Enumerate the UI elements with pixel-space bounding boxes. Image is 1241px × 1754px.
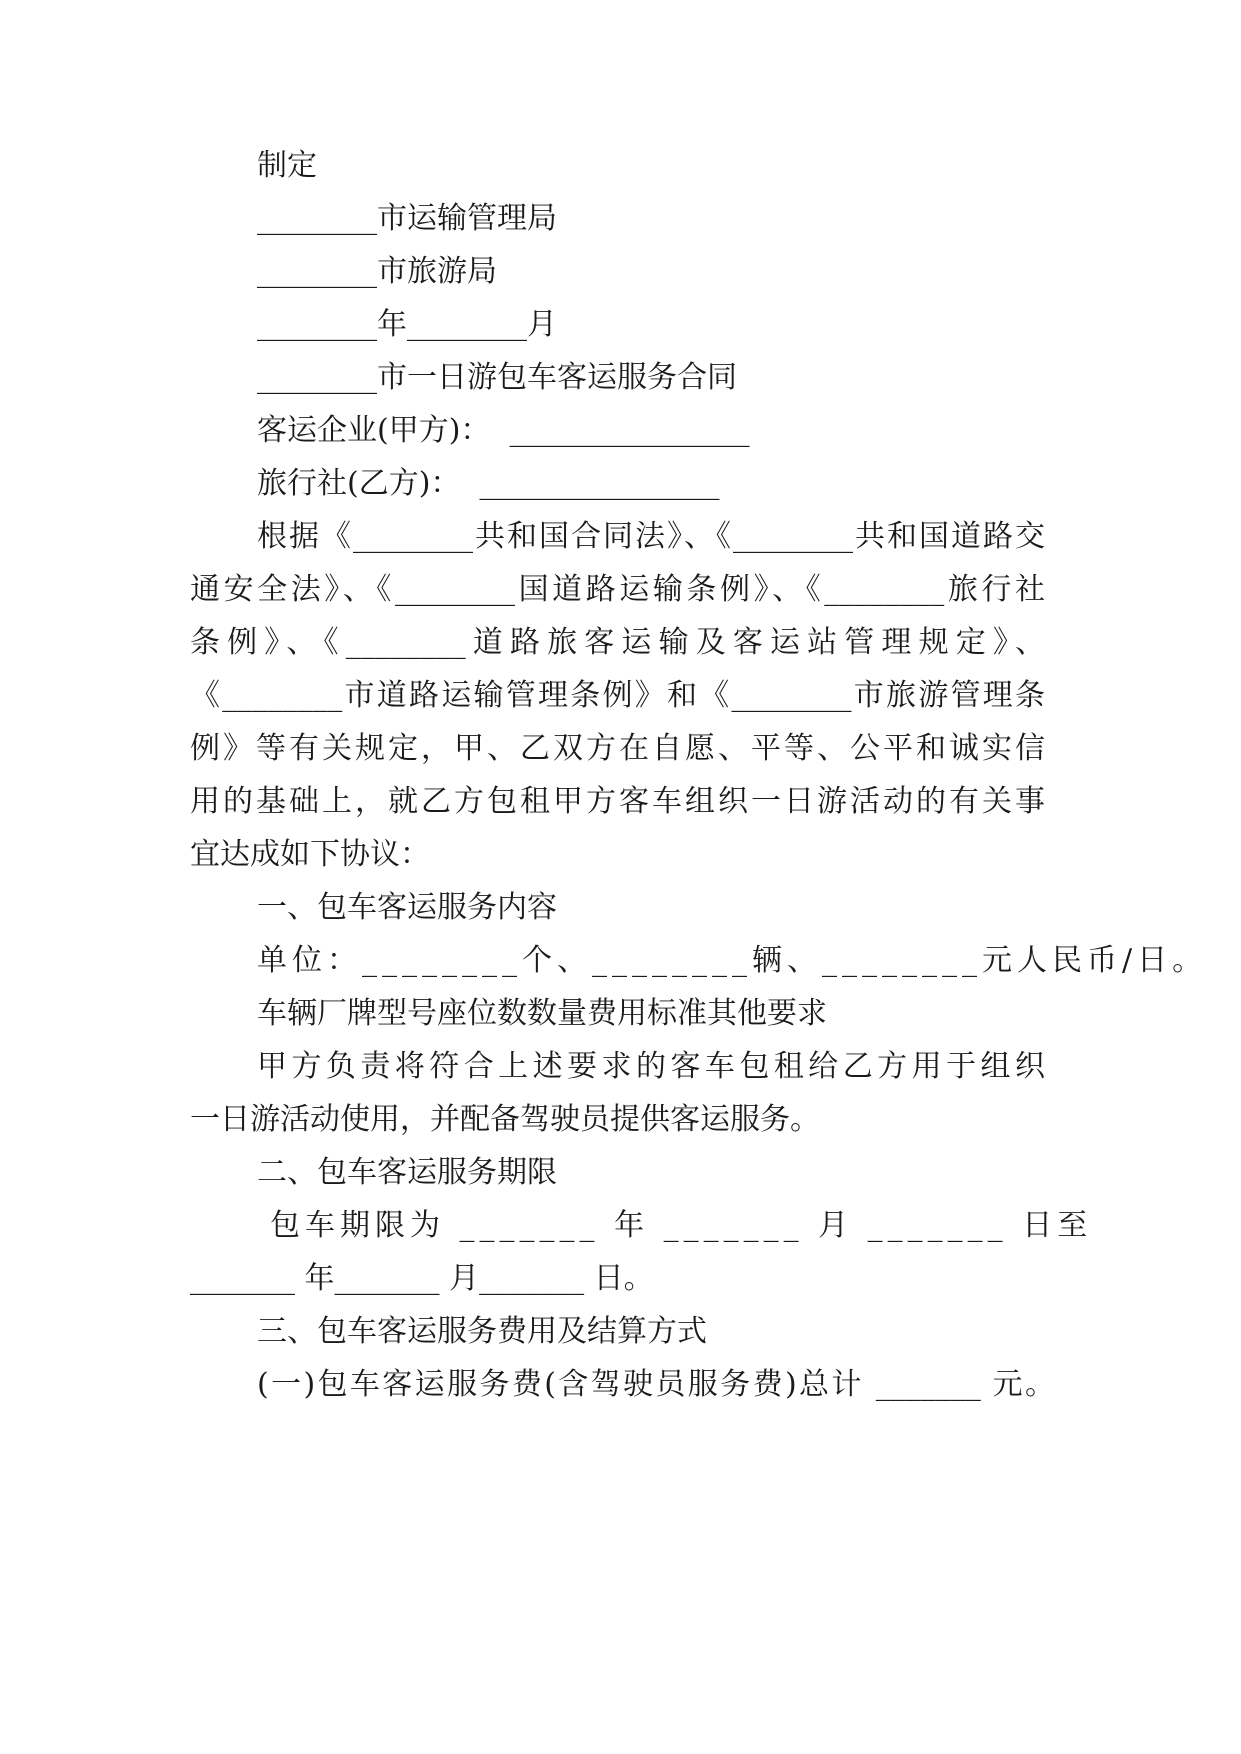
paragraph-line: 包车期限为 _______ 年 _______ 月 _______ 日至 [270,1208,1093,1243]
paragraph-line: 车辆厂牌型号座位数数量费用标准其他要求 [257,996,827,1031]
paragraph-line: 用的基础上，就乙方包租甲方客车组织一日游活动的有关事 [190,784,1045,819]
section-heading: 三、包车客运服务费用及结算方式 [257,1314,707,1349]
paragraph-line: 一日游活动使用，并配备驾驶员提供客运服务。 [190,1102,820,1137]
paragraph-line: 甲方负责将符合上述要求的客车包租给乙方用于组织 [257,1049,1045,1084]
contract-title: ________市一日游包车客运服务合同 [257,360,737,395]
section-heading: 一、包车客运服务内容 [257,890,557,925]
party-a-line: 客运企业(甲方)： ________________ [257,413,750,448]
paragraph-line: (一)包车客运服务费(含驾驶员服务费)总计 _______ 元。 [257,1367,1055,1402]
party-b-line: 旅行社(乙方)： ________________ [257,466,720,501]
paragraph-line: 根据《________共和国合同法》、《________共和国道路交 [257,519,1045,554]
paragraph-line: 例》等有关规定，甲、乙双方在自愿、平等、公平和诚实信 [190,731,1045,766]
text-line: ________市运输管理局 [257,201,557,236]
paragraph-line: _______ 年_______ 月_______ 日。 [190,1261,654,1296]
paragraph-line: 单位：________个、________辆、________元人民币/日。 [257,943,1208,978]
text-line: ________市旅游局 [257,254,497,289]
paragraph-line: 宜达成如下协议： [190,837,430,872]
paragraph-line: 《________市道路运输管理条例》和《________市旅游管理条 [190,678,1045,713]
section-heading: 二、包车客运服务期限 [257,1155,557,1190]
text-line: ________年________月 [257,307,557,342]
text-line: 制定 [257,148,317,183]
paragraph-line: 条例》、《________道路旅客运输及客运站管理规定》、 [190,625,1045,660]
paragraph-line: 通安全法》、《________国道路运输条例》、《________旅行社 [190,572,1045,607]
